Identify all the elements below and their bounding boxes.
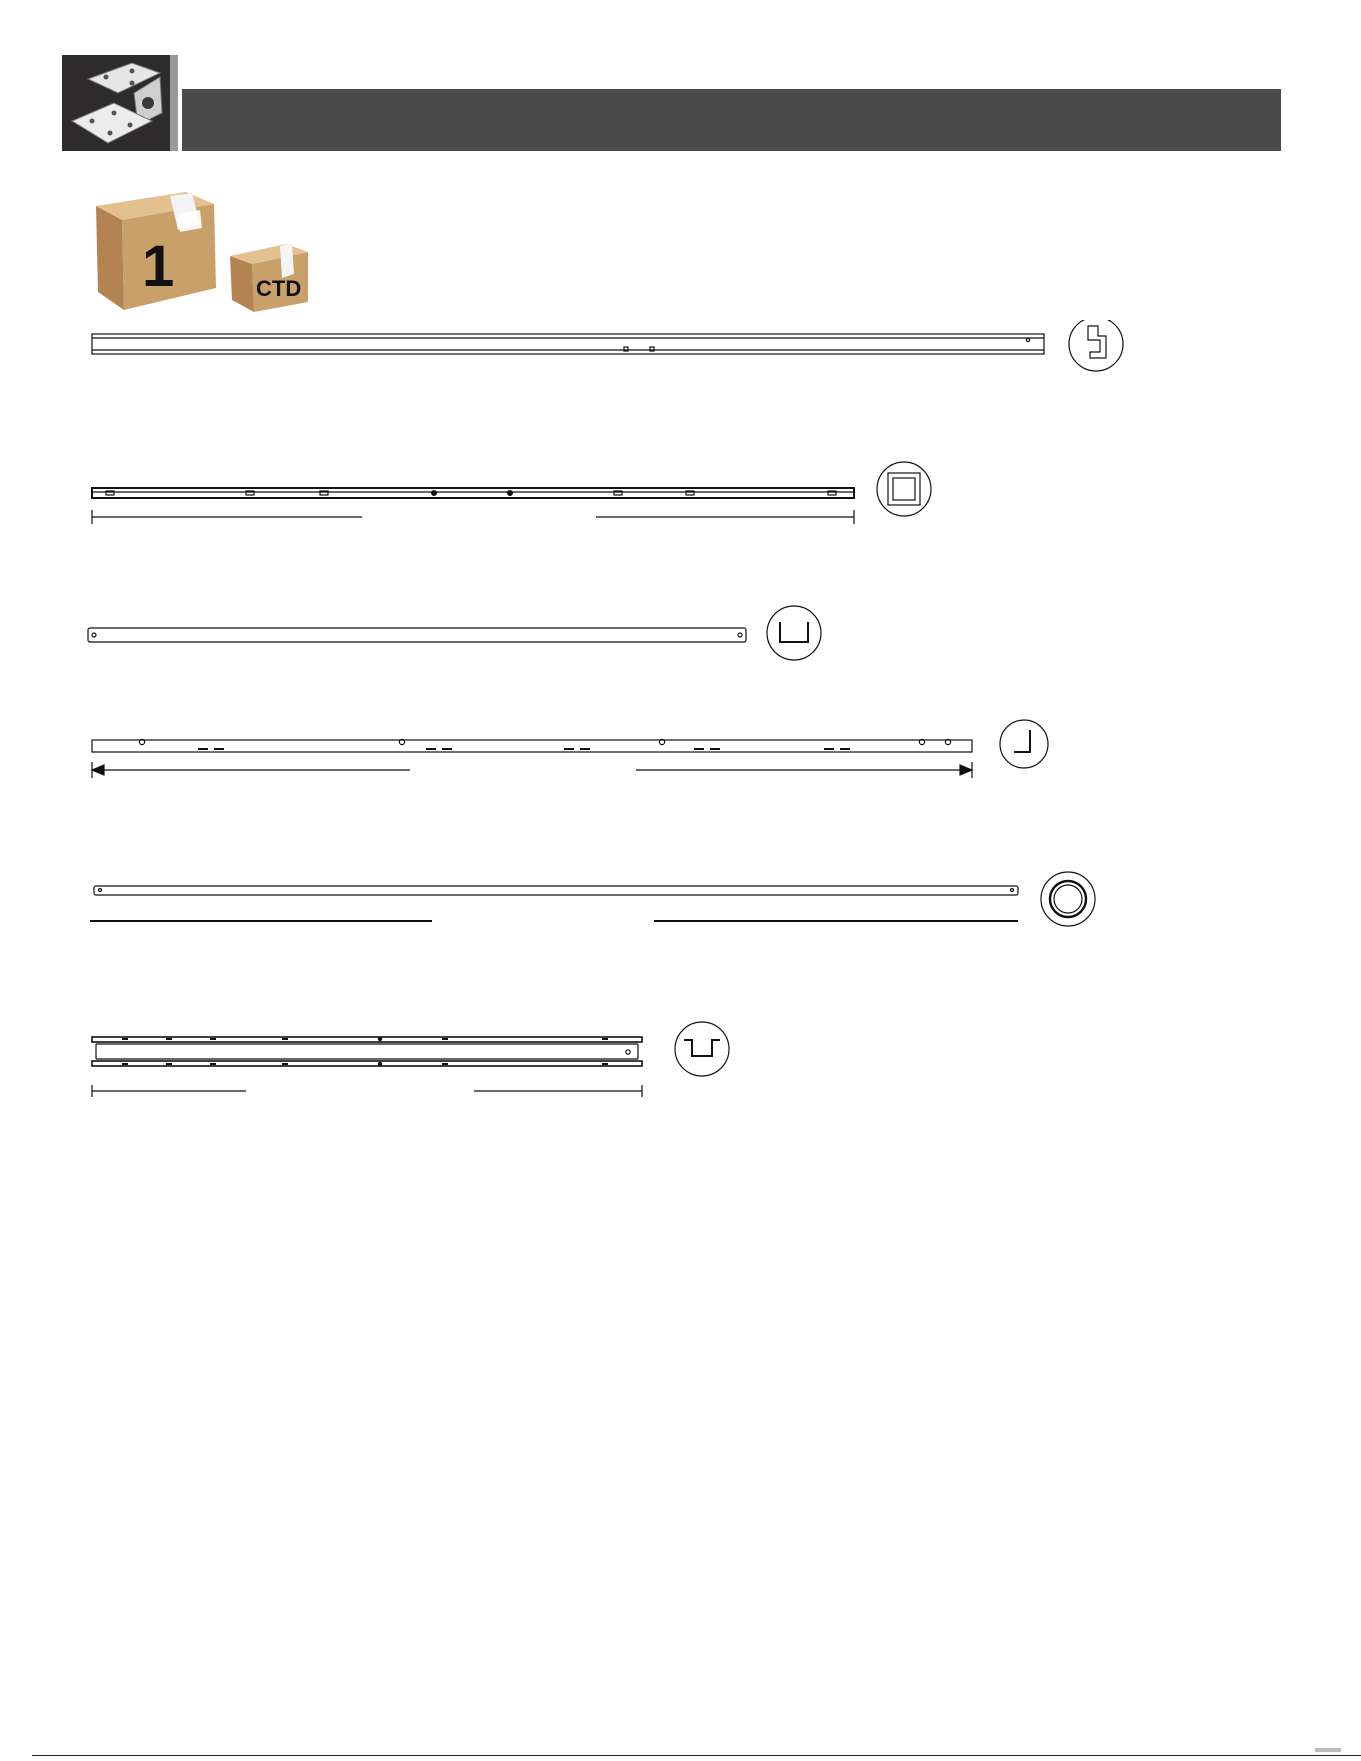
part-hat-channel xyxy=(92,320,1123,371)
part-angle xyxy=(92,720,1048,778)
part-u-channel xyxy=(88,606,821,660)
mounting-bracket-icon xyxy=(62,55,178,151)
parts-drawing xyxy=(0,320,1361,1140)
square-tube-profile-icon xyxy=(877,462,931,516)
round-tube-profile-icon xyxy=(1041,872,1095,926)
footer-mark xyxy=(1315,1748,1341,1752)
hat-channel-profile-icon xyxy=(1069,320,1123,371)
u-channel-profile-icon xyxy=(767,606,821,660)
carton-box-ctd-label: CTD xyxy=(256,276,302,301)
part-square-tube xyxy=(92,462,931,524)
part-round-tube xyxy=(90,872,1095,926)
carton-box-1-label: 1 xyxy=(142,234,175,299)
carton-box-1 xyxy=(92,188,218,312)
section-header-bar xyxy=(182,89,1281,151)
omega-channel-profile-icon xyxy=(675,1022,729,1076)
angle-profile-icon xyxy=(1000,720,1048,768)
part-omega-channel xyxy=(92,1022,729,1097)
footer-rule xyxy=(32,1755,1361,1756)
carton-box-ctd xyxy=(228,236,310,314)
